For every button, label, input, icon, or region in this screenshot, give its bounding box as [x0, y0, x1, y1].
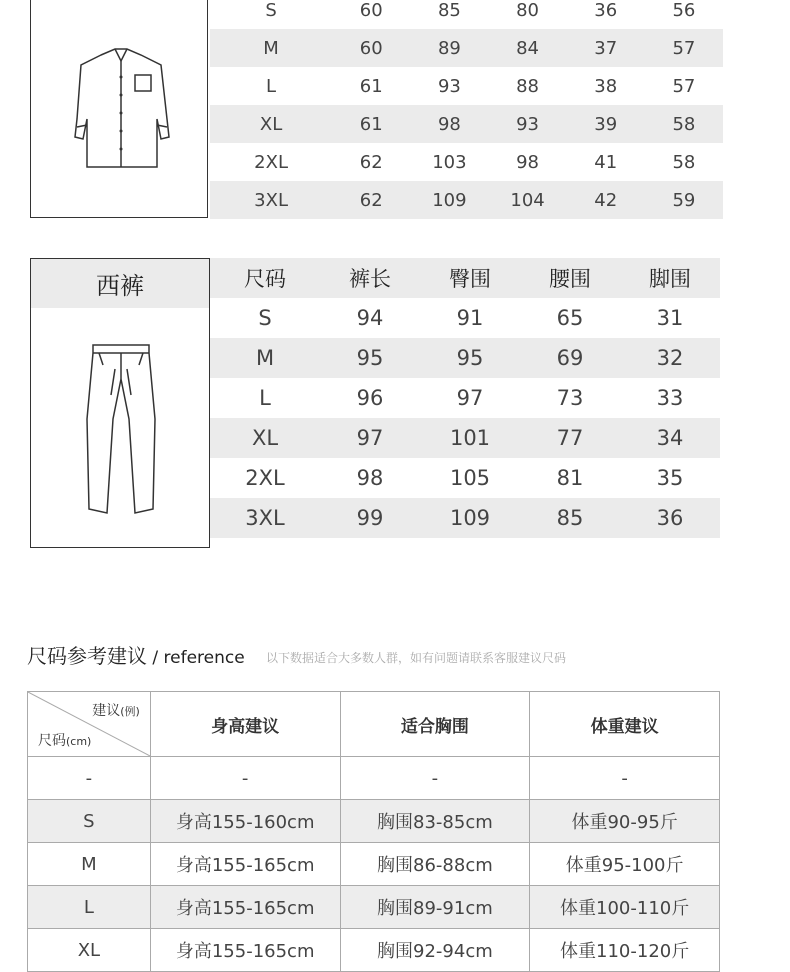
shirt-cell: L: [266, 75, 277, 97]
pants-header-cell: 臀围: [449, 267, 491, 291]
pants-cell: 91: [456, 306, 484, 330]
reference-cell: XL: [28, 929, 151, 972]
shirt-cell: XL: [259, 113, 283, 135]
shirt-cell: 62: [359, 151, 383, 173]
reference-title-en: / reference: [147, 648, 245, 668]
pants-cell: 105: [449, 466, 491, 490]
shirt-cell: S: [265, 0, 277, 21]
reference-cell: 身高155-165cm: [150, 929, 340, 972]
shirt-row: [210, 105, 723, 143]
shirt-size-table: [210, 0, 723, 219]
shirt-cell: 58: [672, 113, 696, 135]
shirt-cell: 80: [516, 0, 540, 21]
pants-header-cell: 裤长: [349, 267, 391, 291]
reference-title: [27, 640, 245, 669]
pants-header-row: [210, 258, 720, 298]
pants-row: [210, 458, 720, 498]
reference-cell: 胸围83-85cm: [340, 800, 530, 843]
pants-cell: 65: [556, 306, 584, 330]
reference-row: [28, 886, 720, 929]
pants-row: [210, 298, 720, 338]
pants-cell: 32: [656, 346, 684, 370]
shirt-cell: 103: [432, 151, 467, 173]
shirt-cell: 39: [594, 113, 618, 135]
pants-cell: 96: [356, 386, 384, 410]
reference-cell: -: [530, 757, 720, 800]
shirt-cell: 57: [672, 37, 696, 59]
pants-cell: 81: [556, 466, 584, 490]
pants-illustration-icon: [31, 309, 209, 547]
corner-header: [28, 692, 151, 757]
shirt-cell: 104: [510, 189, 545, 211]
pants-cell: 95: [356, 346, 384, 370]
pants-cell: L: [259, 386, 271, 410]
reference-cell: 身高155-160cm: [150, 800, 340, 843]
reference-cell: 胸围92-94cm: [340, 929, 530, 972]
reference-cell: 胸围89-91cm: [340, 886, 530, 929]
shirt-cell: 3XL: [254, 189, 288, 211]
pants-cell: 35: [656, 466, 684, 490]
pants-cell: 109: [449, 506, 491, 530]
pants-cell: 101: [449, 426, 491, 450]
pants-cell: 3XL: [245, 506, 285, 530]
shirt-cell: 62: [359, 189, 383, 211]
shirt-row: [210, 143, 723, 181]
shirt-cell: 89: [437, 37, 461, 59]
reference-cell: 体重110-120斤: [530, 929, 720, 972]
shirt-cell: 58: [672, 151, 696, 173]
shirt-cell: 84: [516, 37, 540, 59]
pants-size-table: [210, 258, 720, 538]
pants-cell: 2XL: [245, 466, 285, 490]
header-weight: 体重建议: [530, 692, 720, 757]
shirt-cell: 42: [594, 189, 618, 211]
shirt-row: [210, 0, 723, 29]
reference-cell: 身高155-165cm: [150, 843, 340, 886]
shirt-cell: 37: [594, 37, 618, 59]
shirt-cell: 56: [672, 0, 696, 21]
shirt-cell: 60: [359, 0, 383, 21]
shirt-cell: 61: [359, 113, 383, 135]
pants-cell: 97: [356, 426, 384, 450]
pants-row: [210, 378, 720, 418]
shirt-row: [210, 67, 723, 105]
pants-image-box: [30, 258, 210, 548]
shirt-illustration-icon: [31, 0, 207, 217]
pants-row: [210, 498, 720, 538]
shirt-cell: 38: [594, 75, 618, 97]
reference-cell: 身高155-165cm: [150, 886, 340, 929]
reference-cell: L: [28, 886, 151, 929]
pants-cell: 73: [556, 386, 584, 410]
pants-row: [210, 418, 720, 458]
shirt-cell: 88: [516, 75, 540, 97]
reference-row: [28, 800, 720, 843]
shirt-cell: 61: [359, 75, 383, 97]
pants-header-cell: 尺码: [244, 267, 286, 291]
pants-cell: 34: [656, 426, 684, 450]
shirt-cell: 36: [594, 0, 618, 21]
pants-row: [210, 338, 720, 378]
reference-note: 以下数据适合大多数人群，如有问题请联系客服建议尺码: [266, 651, 567, 665]
pants-cell: 95: [456, 346, 484, 370]
pants-cell: XL: [251, 426, 279, 450]
pants-cell: 94: [356, 306, 384, 330]
shirt-image-box: [30, 0, 208, 218]
shirt-cell: 93: [516, 113, 540, 135]
reference-row: [28, 757, 720, 800]
reference-cell: -: [150, 757, 340, 800]
pants-cell: 36: [656, 506, 684, 530]
reference-table: [27, 691, 720, 972]
reference-cell: 胸围86-88cm: [340, 843, 530, 886]
pants-cell: 33: [656, 386, 684, 410]
reference-header-row: [28, 692, 720, 757]
shirt-cell: 85: [437, 0, 461, 21]
reference-row: [28, 843, 720, 886]
reference-cell: M: [28, 843, 151, 886]
pants-title: 西裤: [31, 259, 209, 308]
reference-cell: S: [28, 800, 151, 843]
pants-cell: 98: [356, 466, 384, 490]
reference-cell: 体重90-95斤: [530, 800, 720, 843]
shirt-cell: 2XL: [254, 151, 288, 173]
shirt-cell: 109: [432, 189, 467, 211]
reference-cell: 体重100-110斤: [530, 886, 720, 929]
pants-cell: 77: [556, 426, 584, 450]
reference-cell: -: [340, 757, 530, 800]
shirt-cell: 98: [437, 113, 461, 135]
pants-header-cell: 腰围: [549, 267, 591, 291]
reference-cell: 体重95-100斤: [530, 843, 720, 886]
pants-cell: 97: [456, 386, 484, 410]
shirt-cell: 59: [672, 189, 696, 211]
pants-cell: M: [255, 346, 275, 370]
shirt-cell: 98: [516, 151, 540, 173]
shirt-row: [210, 181, 723, 219]
pants-header-cell: 脚围: [649, 267, 691, 291]
shirt-cell: 60: [359, 37, 383, 59]
shirt-cell: M: [263, 37, 279, 59]
header-chest: 适合胸围: [340, 692, 530, 757]
shirt-row: [210, 29, 723, 67]
shirt-cell: 41: [594, 151, 618, 173]
reference-row: [28, 929, 720, 972]
shirt-cell: 57: [672, 75, 696, 97]
reference-cell: -: [28, 757, 151, 800]
reference-title-cn: 尺码参考建议: [27, 644, 147, 668]
pants-cell: 85: [556, 506, 584, 530]
pants-cell: 69: [556, 346, 584, 370]
shirt-cell: 93: [437, 75, 461, 97]
header-height: 身高建议: [150, 692, 340, 757]
pants-cell: 99: [356, 506, 384, 530]
corner-bottom-label: 尺码(cm): [38, 733, 92, 749]
pants-cell: S: [258, 306, 272, 330]
pants-cell: 31: [656, 306, 684, 330]
corner-top-label: 建议(例): [92, 703, 140, 719]
